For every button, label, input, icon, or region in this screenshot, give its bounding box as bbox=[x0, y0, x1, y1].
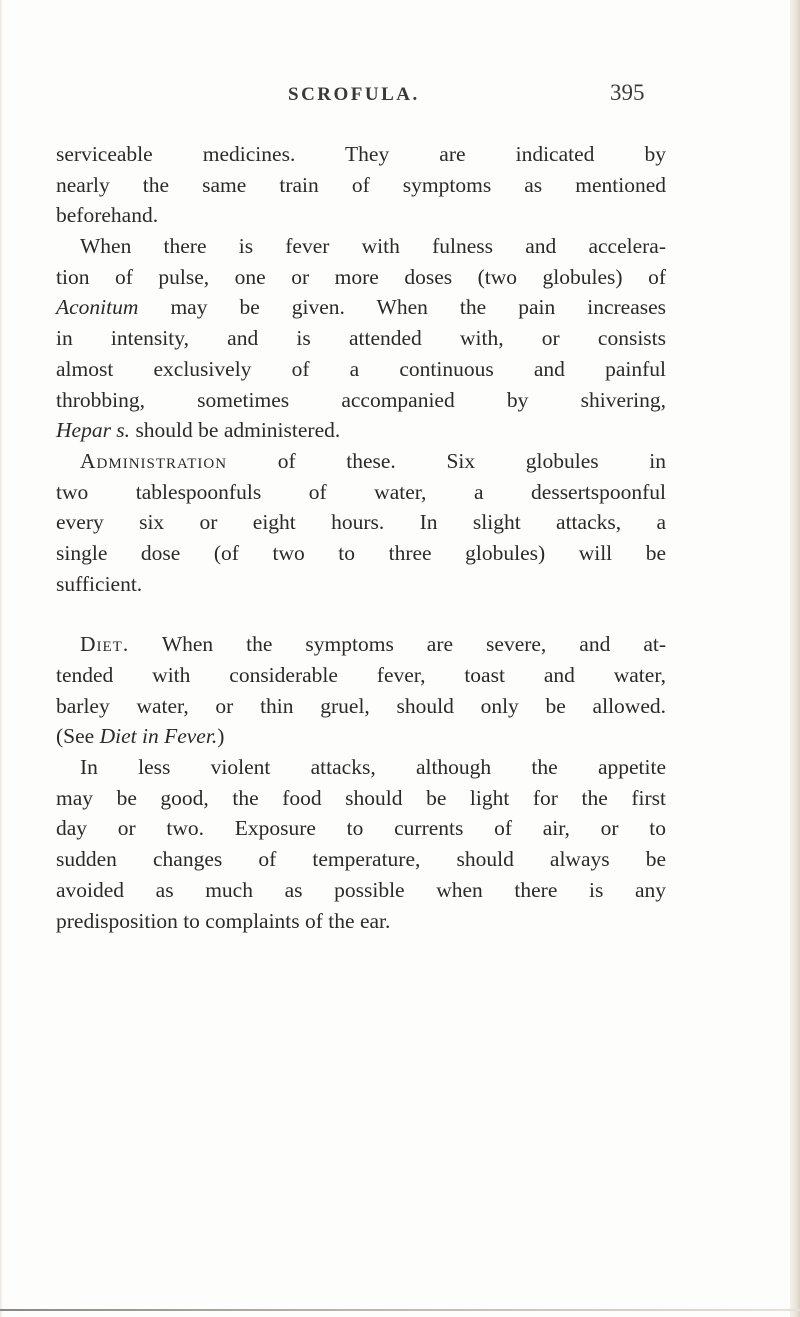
text-line: sudden changes of temperature, should always be bbox=[56, 847, 666, 872]
text-line: day or two. Exposure to currents of air, or to bbox=[56, 816, 666, 841]
text-line: throbbing, sometimes accompanied by shivering, bbox=[56, 387, 666, 412]
text-line-hepar bbox=[56, 415, 666, 446]
text-line-see-diet bbox=[56, 721, 666, 752]
section-heading-diet: Diet. bbox=[80, 632, 130, 657]
text-line: avoided as much as possible when there is any bbox=[56, 877, 666, 902]
text-line: barley water, or thin gruel, should only be allowed. bbox=[56, 693, 666, 718]
italic-term: Aconitum bbox=[56, 295, 139, 320]
text-fragment: ) bbox=[217, 724, 225, 749]
text-fragment: When the symptoms are severe, and at- bbox=[161, 632, 666, 657]
paragraph-gap bbox=[56, 599, 666, 629]
text-line: tended with considerable fever, toast and water, bbox=[56, 663, 666, 687]
text-line: sufficient. bbox=[56, 571, 143, 596]
text-line: predisposition to complaints of the ear. bbox=[56, 908, 391, 933]
text-line: may be good, the food should be light for the first bbox=[56, 785, 666, 810]
italic-term: Hepar s. bbox=[56, 418, 131, 443]
text-fragment: may be given. When the pain increases bbox=[170, 295, 667, 320]
text-line-diet bbox=[56, 629, 666, 660]
page-left-edge bbox=[0, 0, 3, 1317]
page-bottom-rule bbox=[0, 1309, 800, 1311]
text-line: beforehand. bbox=[56, 203, 159, 228]
text-line: nearly the same train of symptoms as mentioned bbox=[56, 172, 666, 197]
text-line: every six or eight hours. In slight attacks, a bbox=[56, 510, 666, 535]
body-text bbox=[56, 139, 666, 936]
page-right-edge bbox=[790, 0, 800, 1317]
text-fragment: (See bbox=[56, 724, 95, 749]
text-line-administration bbox=[56, 446, 666, 477]
text-line: almost exclusively of a continuous and painful bbox=[56, 356, 666, 381]
italic-term: Diet in Fever. bbox=[99, 724, 218, 749]
text-line: tion of pulse, one or more doses (two globules) of bbox=[56, 264, 666, 289]
text-line: In less violent attacks, although the appetite bbox=[80, 755, 666, 780]
text-line-aconitum bbox=[56, 292, 666, 323]
text-line: in intensity, and is attended with, or consists bbox=[56, 326, 666, 351]
running-head bbox=[0, 80, 800, 110]
text-line: serviceable medicines. They are indicated by bbox=[56, 142, 666, 166]
page-number: 395 bbox=[610, 80, 645, 105]
text-fragment: should be administered. bbox=[135, 418, 341, 443]
section-heading-administration: Administration bbox=[80, 448, 228, 473]
text-line: two tablespoonfuls of water, a dessertspoonful bbox=[56, 479, 666, 504]
text-fragment: of these. Six globules in bbox=[277, 448, 666, 473]
text-line: single dose (of two to three globules) will be bbox=[56, 540, 666, 565]
text-line: When there is fever with fulness and accelera- bbox=[80, 234, 666, 259]
running-head-title: SCROFULA. bbox=[288, 84, 420, 105]
